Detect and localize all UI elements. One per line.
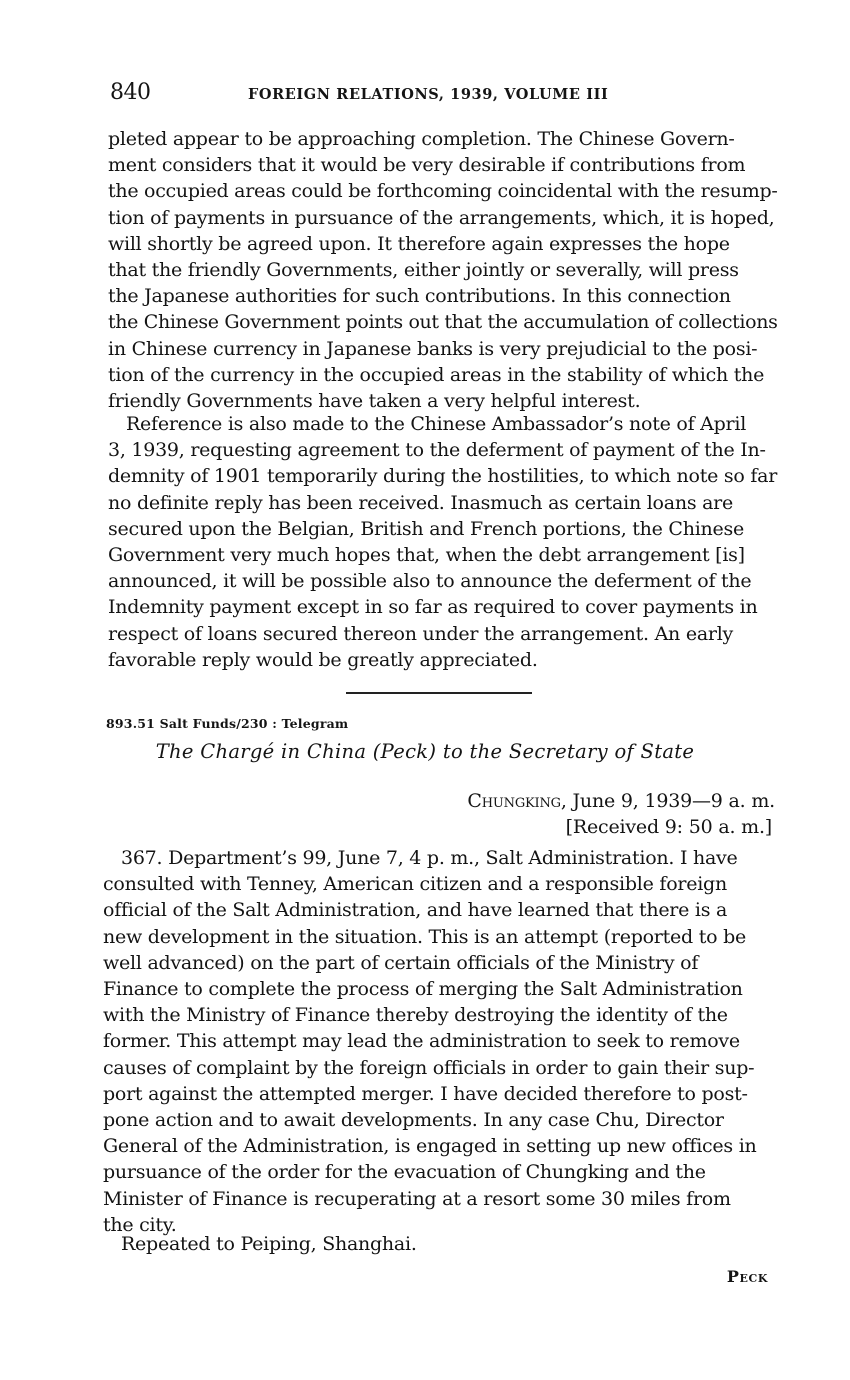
document-title: The Chargé in China (Peck) to the Secretary of State (155, 740, 695, 763)
text-line: demnity of 1901 temporarily during the hostilities, to which note so far (108, 465, 778, 488)
text-line: well advanced) on the part of certain officials of the Ministry of (103, 951, 699, 974)
text-line: new development in the situation. This is an attempt (reported to be (103, 925, 746, 948)
text-line: that the friendly Governments, either jointly or severally, will press (108, 259, 739, 282)
text-line: with the Ministry of Finance thereby destroying the identity of the (103, 1004, 728, 1027)
page-number: 840 (110, 80, 151, 105)
body-paragraph (108, 411, 778, 673)
text-line: will shortly be agreed upon. It therefore again expresses the hope (108, 232, 730, 255)
text-line: favorable reply would be greatly appreciated. (108, 648, 538, 671)
text-line: 3, 1939, requesting agreement to the deferment of payment of the In- (108, 439, 766, 462)
text-line: secured upon the Belgian, British and French portions, the Chinese (108, 517, 745, 540)
text-line: former. This attempt may lead the administration to seek to remove (103, 1030, 740, 1053)
text-line: ment considers that it would be very desirable if contributions from (108, 154, 746, 177)
text-line: announced, it will be possible also to announce the deferment of the (108, 570, 752, 593)
signature: Peck (726, 1267, 768, 1286)
text-line: Minister of Finance is recuperating at a resort some 30 miles from (103, 1187, 731, 1210)
text-line: General of the Administration, is engaged in setting up new offices in (103, 1135, 757, 1158)
body-paragraph (108, 126, 778, 414)
text-line: causes of complaint by the foreign officials in order to gain their sup- (103, 1056, 755, 1079)
section-divider (346, 692, 532, 694)
text-line: Government very much hopes that, when the debt arrangement [is] (108, 544, 745, 567)
text-line: Indemnity payment except in so far as required to cover payments in (108, 596, 758, 619)
file-reference: 893.51 Salt Funds/230 : Telegram (106, 716, 349, 731)
text-line: official of the Salt Administration, and have learned that there is a (103, 899, 728, 922)
text-line: friendly Governments have taken a very helpful interest. (108, 390, 641, 413)
text-line: the occupied areas could be forthcoming coincidental with the resump- (108, 180, 778, 203)
text-line: pleted appear to be approaching completion. The Chinese Govern- (108, 128, 735, 150)
text-line: Reference is also made to the Chinese Ambassador’s note of April (126, 413, 747, 435)
body-paragraph (103, 845, 773, 1238)
running-head: FOREIGN RELATIONS, 1939, VOLUME III (248, 86, 609, 103)
dateline-date: , June 9, 1939—9 a. m. (560, 790, 775, 812)
text-line: port against the attempted merger. I have decided therefore to post- (103, 1082, 748, 1105)
body-paragraph (103, 1231, 773, 1257)
text-line: tion of the currency in the occupied areas in the stability of which the (108, 363, 765, 386)
dateline (467, 790, 775, 812)
text-line: consulted with Tenney, American citizen and a responsible foreign (103, 873, 727, 896)
received-note: [Received 9: 50 a. m.] (565, 816, 772, 838)
text-line: the Chinese Government points out that the accumulation of collections (108, 311, 778, 334)
text-line: respect of loans secured thereon under the arrangement. An early (108, 622, 734, 645)
dateline-place: Chungking (467, 790, 561, 812)
text-line: no definite reply has been received. Inasmuch as certain loans are (108, 491, 734, 514)
text-line: in Chinese currency in Japanese banks is very prejudicial to the posi- (108, 337, 758, 360)
text-line: the Japanese authorities for such contributions. In this connection (108, 285, 731, 308)
text-line: pursuance of the order for the evacuation of Chungking and the (103, 1161, 706, 1184)
text-line: the city. (103, 1213, 177, 1236)
text-line: Repeated to Peiping, Shanghai. (121, 1233, 417, 1255)
text-line: tion of payments in pursuance of the arrangements, which, it is hoped, (108, 206, 775, 229)
text-line: 367. Department’s 99, June 7, 4 p. m., Salt Administration. I have (121, 847, 738, 869)
page-header (110, 80, 775, 110)
text-line: pone action and to await developments. In any case Chu, Director (103, 1109, 724, 1132)
text-line: Finance to complete the process of merging the Salt Administration (103, 978, 743, 1001)
